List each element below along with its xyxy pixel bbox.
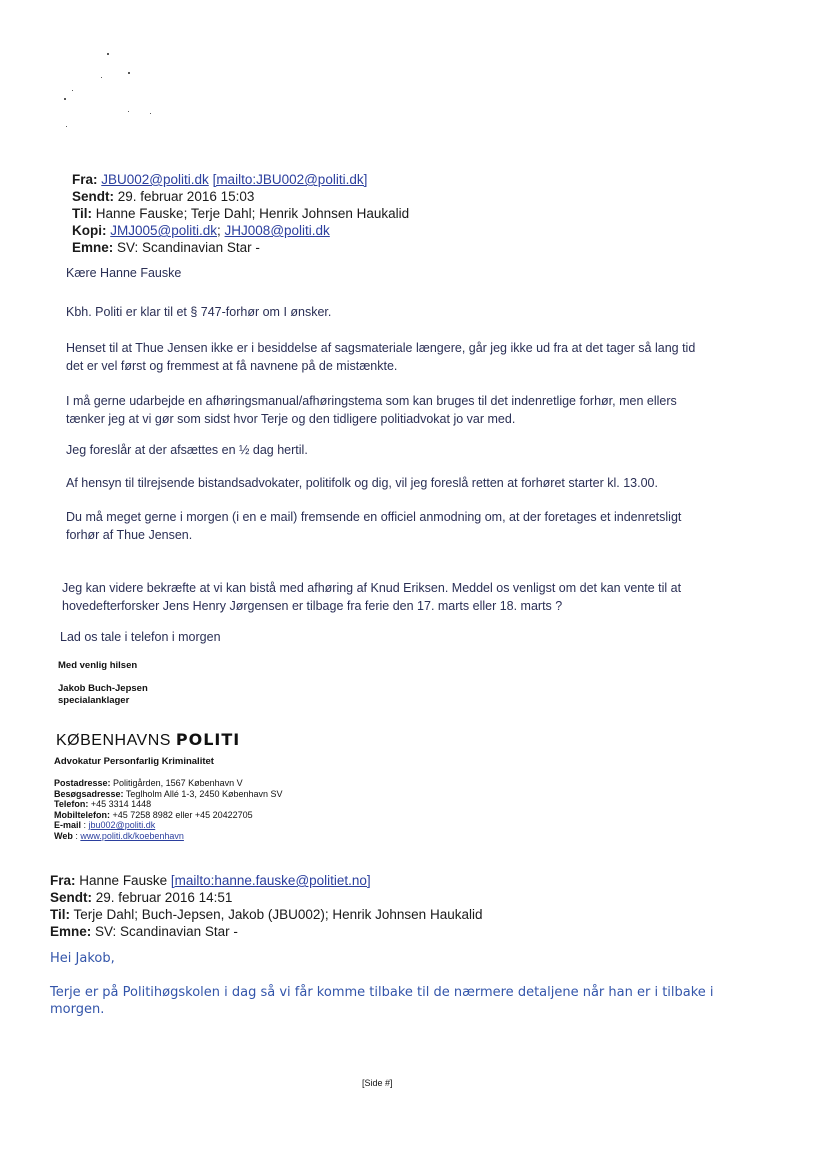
from-mailto-link[interactable]: [mailto:hanne.fauske@politiet.no] [170, 873, 371, 888]
scan-speck [150, 113, 151, 114]
to-value: Terje Dahl; Buch-Jepsen, Jakob (JBU002); Henrik Johnsen Haukalid [73, 907, 483, 922]
sent-value: 29. februar 2016 14:51 [95, 890, 233, 905]
from-mailto-link[interactable]: [mailto:JBU002@politi.dk] [212, 172, 368, 187]
email-label: E-mail [54, 820, 82, 830]
post-label: Postadresse: [54, 778, 111, 788]
logo-text-kobenhavns: KØBENHAVNS [56, 732, 171, 749]
body1-paragraph-6: Du må meget gerne i morgen (i en e mail) fremsende en officiel anmodning om, at der foretages et indenretsligt forhør af Thue Jensen. [66, 510, 682, 542]
mobile-value: +45 7258 8982 eller +45 20422705 [112, 809, 253, 820]
email-link[interactable]: jbu002@politi.dk [88, 820, 156, 830]
contact-phone-row [54, 799, 283, 810]
page-number-footer: [Side #] [362, 1078, 393, 1088]
email2-subject-row [50, 923, 482, 940]
email1-from-row [72, 171, 409, 188]
contact-block [54, 778, 283, 841]
body1-paragraph-4: Jeg foreslår at der afsættes en ½ dag hertil. [66, 443, 308, 457]
signature-closing: Med venlig hilsen [58, 660, 138, 671]
email1-subject-row [72, 239, 409, 256]
from-value: Hanne Fauske [79, 873, 168, 888]
scan-speck [128, 111, 129, 112]
from-address-link[interactable]: JBU002@politi.dk [101, 172, 209, 187]
subject-value: SV: Scandinavian Star - [117, 240, 260, 255]
to-label: Til: [50, 907, 70, 922]
phone-label: Telefon: [54, 799, 89, 809]
sent-label: Sendt: [50, 890, 92, 905]
sent-label: Sendt: [72, 189, 114, 204]
body2-greeting: Hei Jakob, [50, 951, 115, 966]
web-link[interactable]: www.politi.dk/koebenhavn [80, 830, 184, 841]
signature-title: specialanklager [58, 695, 130, 706]
scan-speck [64, 98, 66, 100]
subject-label: Emne: [72, 240, 114, 255]
logo-text-politi: POLITI [175, 730, 241, 749]
email2-header [50, 872, 482, 940]
subject-value: SV: Scandinavian Star - [95, 924, 238, 939]
email2-sent-row [50, 889, 482, 906]
body1-paragraph-1: Kbh. Politi er klar til et § 747-forhør om I ønsker. [66, 305, 332, 319]
scan-speck [107, 53, 109, 55]
police-logo [56, 730, 240, 750]
post-value: Politigården, 1567 København V [113, 778, 243, 788]
email1-cc-row [72, 222, 409, 239]
cc-address-link-2[interactable]: JHJ008@politi.dk [224, 223, 330, 238]
visit-label: Besøgsadresse: [54, 788, 124, 799]
body1-paragraph-3: I må gerne udarbejde en afhøringsmanual/afhøringstema som kan bruges til det indenretlige forhør, men ellers tænker jeg at vi gør som sidst hvor Terje og den tidligere politiadvokat jo var med. [66, 394, 677, 426]
from-label: Fra: [72, 172, 98, 187]
sent-value: 29. februar 2016 15:03 [117, 189, 255, 204]
scan-speck [101, 77, 102, 78]
cc-label: Kopi: [72, 223, 107, 238]
cc-separator: ; [217, 223, 221, 238]
scan-speck [72, 90, 73, 91]
email1-sent-row [72, 188, 409, 205]
contact-email-row: E-mail : jbu002@politi.dk [54, 820, 156, 830]
web-label: Web [54, 830, 73, 841]
contact-web-row: Web : www.politi.dk/koebenhavn [54, 830, 184, 841]
email2-to-row [50, 906, 482, 923]
mobile-label: Mobiltelefon: [54, 809, 110, 820]
cc-address-link-1[interactable]: JMJ005@politi.dk [110, 223, 218, 238]
body1-paragraph-2: Henset til at Thue Jensen ikke er i besiddelse af sagsmateriale længere, går jeg ikke ud fra at det tager så lang tid det er vel først og fremmest at få navnene på de mistænkte. [66, 341, 696, 373]
from-label: Fra: [50, 873, 76, 888]
signature-department: Advokatur Personfarlig Kriminalitet [54, 756, 214, 767]
contact-visit-row [54, 789, 283, 800]
to-value: Hanne Fauske; Terje Dahl; Henrik Johnsen Haukalid [95, 206, 410, 221]
body1-paragraph-8: Lad os tale i telefon i morgen [60, 630, 221, 644]
visit-value: Teglholm Allé 1-3, 2450 København SV [125, 788, 283, 799]
email1-header [72, 171, 409, 256]
phone-value: +45 3314 1448 [90, 799, 152, 809]
signature-name: Jakob Buch-Jepsen [58, 683, 148, 694]
contact-mobile-row [54, 810, 283, 821]
body1-paragraph-5: Af hensyn til tilrejsende bistandsadvokater, politifolk og dig, vil jeg foreslå retten at forhøret starter kl. 13.00. [66, 476, 658, 490]
email1-to-row [72, 205, 409, 222]
to-label: Til: [72, 206, 92, 221]
email2-from-row [50, 872, 482, 889]
scan-speck [128, 72, 130, 74]
scan-speck [66, 126, 67, 127]
body1-paragraph-7: Jeg kan videre bekræfte at vi kan bistå med afhøring af Knud Eriksen. Meddel os venligst om det kan vente til at hovedefterforsker Jens Henry Jørgensen er tilbage fra ferie den 17. marts eller 18. marts ? [62, 581, 682, 613]
subject-label: Emne: [50, 924, 92, 939]
body1-greeting: Kære Hanne Fauske [66, 266, 182, 280]
body2-paragraph-1: Terje er på Politihøgskolen i dag så vi får komme tilbake til de nærmere detaljene når han er i tilbake i morgen. [50, 985, 714, 1017]
contact-post-row [54, 778, 283, 789]
